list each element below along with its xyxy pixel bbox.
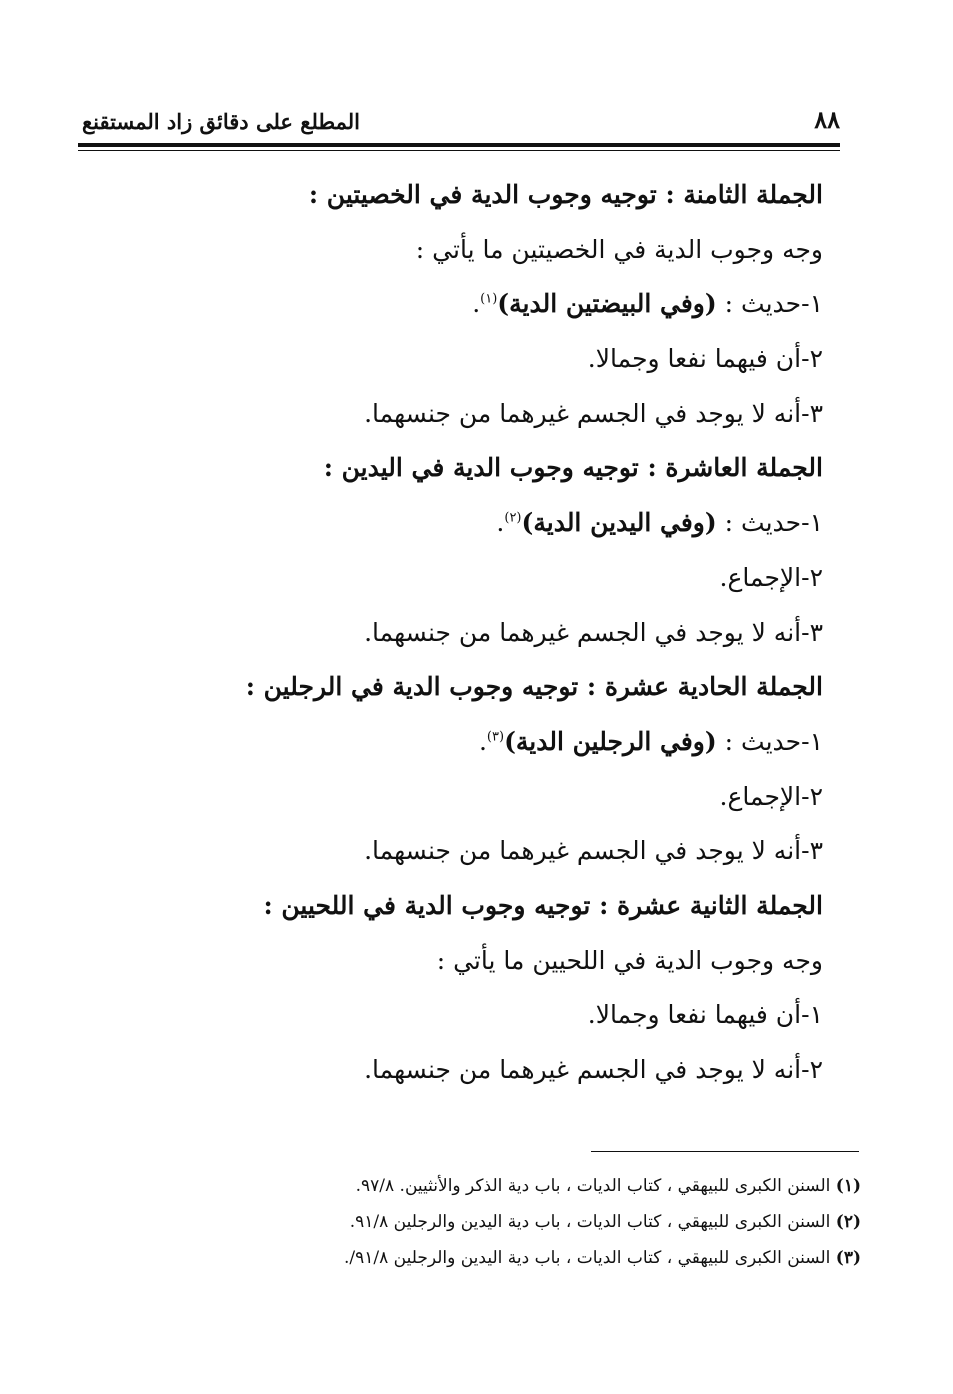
footnote [221, 1168, 861, 1204]
section-heading: الجملة العاشرة : توجيه وجوب الدية في اليدين : [323, 453, 823, 483]
hadith-quote: (وفي اليدين الدية) [521, 508, 717, 538]
line-end: . [478, 726, 487, 756]
footnote [221, 1240, 861, 1276]
section-heading: الجملة الثامنة : توجيه وجوب الدية في الخصيتين : [308, 180, 823, 209]
footnote-ref: (٢) [504, 510, 522, 526]
footnote-number: (٢) [835, 1212, 861, 1232]
body-line: ١-أن فيهما نفعا وجمالا. [587, 1000, 823, 1030]
footnote-number: (٣) [835, 1248, 861, 1268]
footnote-separator [591, 1151, 859, 1152]
list-text: ١-حديث : [716, 508, 823, 538]
footnote-number: (١) [835, 1176, 861, 1196]
line-end: . [472, 289, 481, 319]
list-text: ١-حديث : [716, 726, 823, 756]
body-line: ٢-الإجماع. [719, 562, 823, 592]
running-header [78, 103, 840, 143]
body-line: ٣-أنه لا يوجد في الجسم غيرهما من جنسهما. [364, 836, 823, 866]
footnote-ref: (٣) [486, 729, 505, 745]
body-line: ٢-أنه لا يوجد في الجسم غيرهما من جنسهما. [364, 1055, 823, 1084]
body-line: ٣-أنه لا يوجد في الجسم غيرهما من جنسهما. [364, 617, 823, 647]
hadith-quote: (وفي الرجلين الدية) [504, 726, 717, 756]
footnote [221, 1204, 861, 1240]
header-rule-thick [78, 143, 840, 147]
body-line: ٣-أنه لا يوجد في الجسم غيرهما من جنسهما. [364, 398, 823, 428]
footnote-text: السنن الكبرى للبيهقي ، كتاب الديات ، باب دية اليدين والرجلين ٩١/٨. [349, 1212, 836, 1232]
body-line: وجه وجوب الدية في الخصيتين ما يأتي : [415, 234, 823, 264]
list-text: ١-حديث : [716, 289, 823, 319]
header-title: المطلع على دقائق زاد المستقنع [81, 109, 360, 134]
body-line: وجه وجوب الدية في اللحيين ما يأتي : [436, 945, 823, 975]
body-text [245, 168, 823, 1098]
hadith-line [263, 277, 823, 332]
page-number: ٨٨ [814, 105, 840, 134]
body-line: ٢-الإجماع. [719, 781, 823, 811]
footnotes [221, 1168, 861, 1276]
footnote-text: السنن الكبرى للبيهقي ، كتاب الديات ، باب دية الذكر والأنثيين. ٩٧/٨. [355, 1176, 836, 1196]
body-line: ٢-أن فيهما نفعا وجمالا. [587, 344, 823, 374]
header-rule-thin [78, 150, 840, 151]
hadith-line [263, 715, 823, 770]
hadith-line [263, 496, 823, 551]
line-end: . [496, 508, 505, 538]
footnote-text: السنن الكبرى للبيهقي ، كتاب الديات ، باب دية اليدين والرجلين ٩١/٨/. [343, 1248, 836, 1268]
hadith-quote: (وفي البيضتين الدية) [497, 289, 717, 319]
section-heading: الجملة الثانية عشرة : توجيه وجوب الدية في اللحيين : [263, 890, 823, 920]
section-heading: الجملة الحادية عشرة : توجيه وجوب الدية في الرجلين : [245, 672, 823, 702]
footnote-ref: (١) [480, 292, 498, 308]
